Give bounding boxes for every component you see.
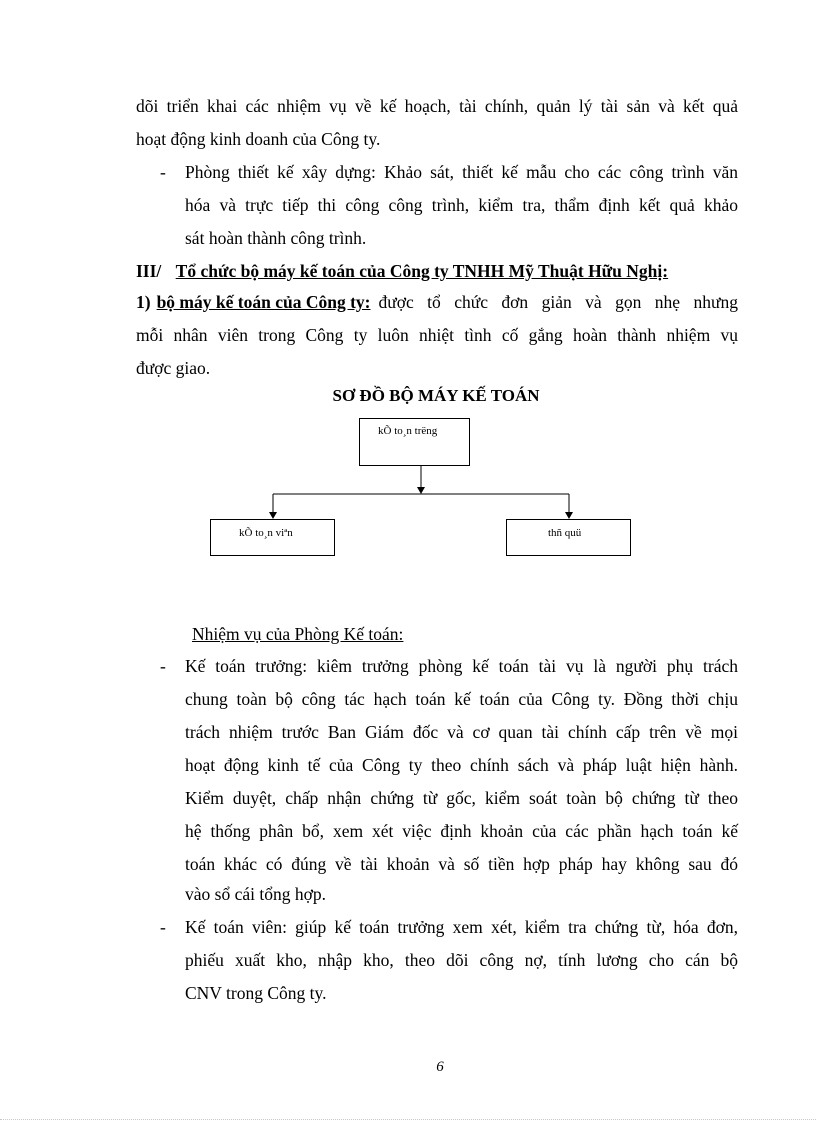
chief-accountant-label: kÕ to¸n trëng xyxy=(378,425,438,437)
arrow-head xyxy=(417,487,425,494)
bullet-marker: - xyxy=(160,917,166,937)
design-dept-line: Phòng thiết kế xây dựng: Khảo sát, thiết kế mẫu cho các công trình văn xyxy=(185,162,738,182)
accountant-duty-line: CNV trong Công ty. xyxy=(185,983,327,1003)
chief-duty-line: hệ thống phân bổ, xem xét việc định khoản của các phần hạch toán kế xyxy=(185,821,738,841)
chief-duty-line: Kế toán trưởng: kiêm trưởng phòng kế toán tài vụ là người phụ trách xyxy=(185,656,738,676)
chief-duty-line: chung toàn bộ công tác hạch toán kế toán của Công ty. Đồng thời chịu xyxy=(185,689,738,709)
accountant-duty-line: Kế toán viên: giúp kế toán trưởng xem xét, kiểm tra chứng từ, hóa đơn, xyxy=(185,917,738,937)
subsection-line: được giao. xyxy=(136,358,211,378)
paragraph-line: dõi triển khai các nhiệm vụ về kế hoạch, tài chính, quản lý tài sản và kết quả xyxy=(136,96,738,116)
chief-accountant-box xyxy=(359,418,470,466)
chief-duty-line: Kiểm duyệt, chấp nhận chứng từ gốc, kiểm soát toàn bộ chứng từ theo xyxy=(185,788,738,808)
subsection-text: được tổ chức đơn giản và gọn nhẹ nhưng xyxy=(378,292,738,312)
treasurer-label: thñ quü xyxy=(548,527,582,539)
design-dept-line: sát hoàn thành công trình. xyxy=(185,228,367,248)
accountant-box xyxy=(210,519,335,556)
section-title: Tổ chức bộ máy kế toán của Công ty TNHH Mỹ Thuật Hữu Nghị: xyxy=(175,261,669,281)
bullet-marker: - xyxy=(160,656,166,676)
page-edge-divider xyxy=(0,1119,816,1120)
chief-duty-line: vào sổ cái tổng hợp. xyxy=(185,884,326,904)
chief-duty-line: hoạt động kinh tế của Công ty theo chính sách và pháp luật hiện hành. xyxy=(185,755,738,775)
diagram-title: SƠ ĐỒ BỘ MÁY KẾ TOÁN xyxy=(332,386,540,405)
paragraph-line: hoạt động kinh doanh của Công ty. xyxy=(136,129,381,149)
chief-duty-line: toán khác có đúng về tài khoản và số tiền hợp pháp hay không sau đó xyxy=(185,854,738,874)
duties-heading: Nhiệm vụ của Phòng Kế toán: xyxy=(192,624,404,644)
section-number: III/ xyxy=(136,261,162,281)
arrow-head xyxy=(269,512,277,519)
subsection-line: mỗi nhân viên trong Công ty luôn nhiệt tình cố gắng hoàn thành nhiệm vụ xyxy=(136,325,738,345)
subsection-title: bộ máy kế toán của Công ty: xyxy=(156,292,371,312)
accountant-duty-line: phiếu xuất kho, nhập kho, theo dõi công nợ, tính lương cho cán bộ xyxy=(185,950,738,970)
subsection-number: 1) xyxy=(136,292,151,312)
chief-duty-line: trách nhiệm trước Ban Giám đốc và cơ quan tài chính cấp trên về mọi xyxy=(185,722,738,742)
accountant-label: kÕ to¸n viªn xyxy=(239,527,293,539)
page-number: 6 xyxy=(436,1059,444,1075)
bullet-marker: - xyxy=(160,162,166,182)
design-dept-line: hóa và trực tiếp thi công công trình, kiểm tra, thẩm định kết quả khảo xyxy=(185,195,738,215)
arrow-head xyxy=(565,512,573,519)
treasurer-box xyxy=(506,519,631,556)
